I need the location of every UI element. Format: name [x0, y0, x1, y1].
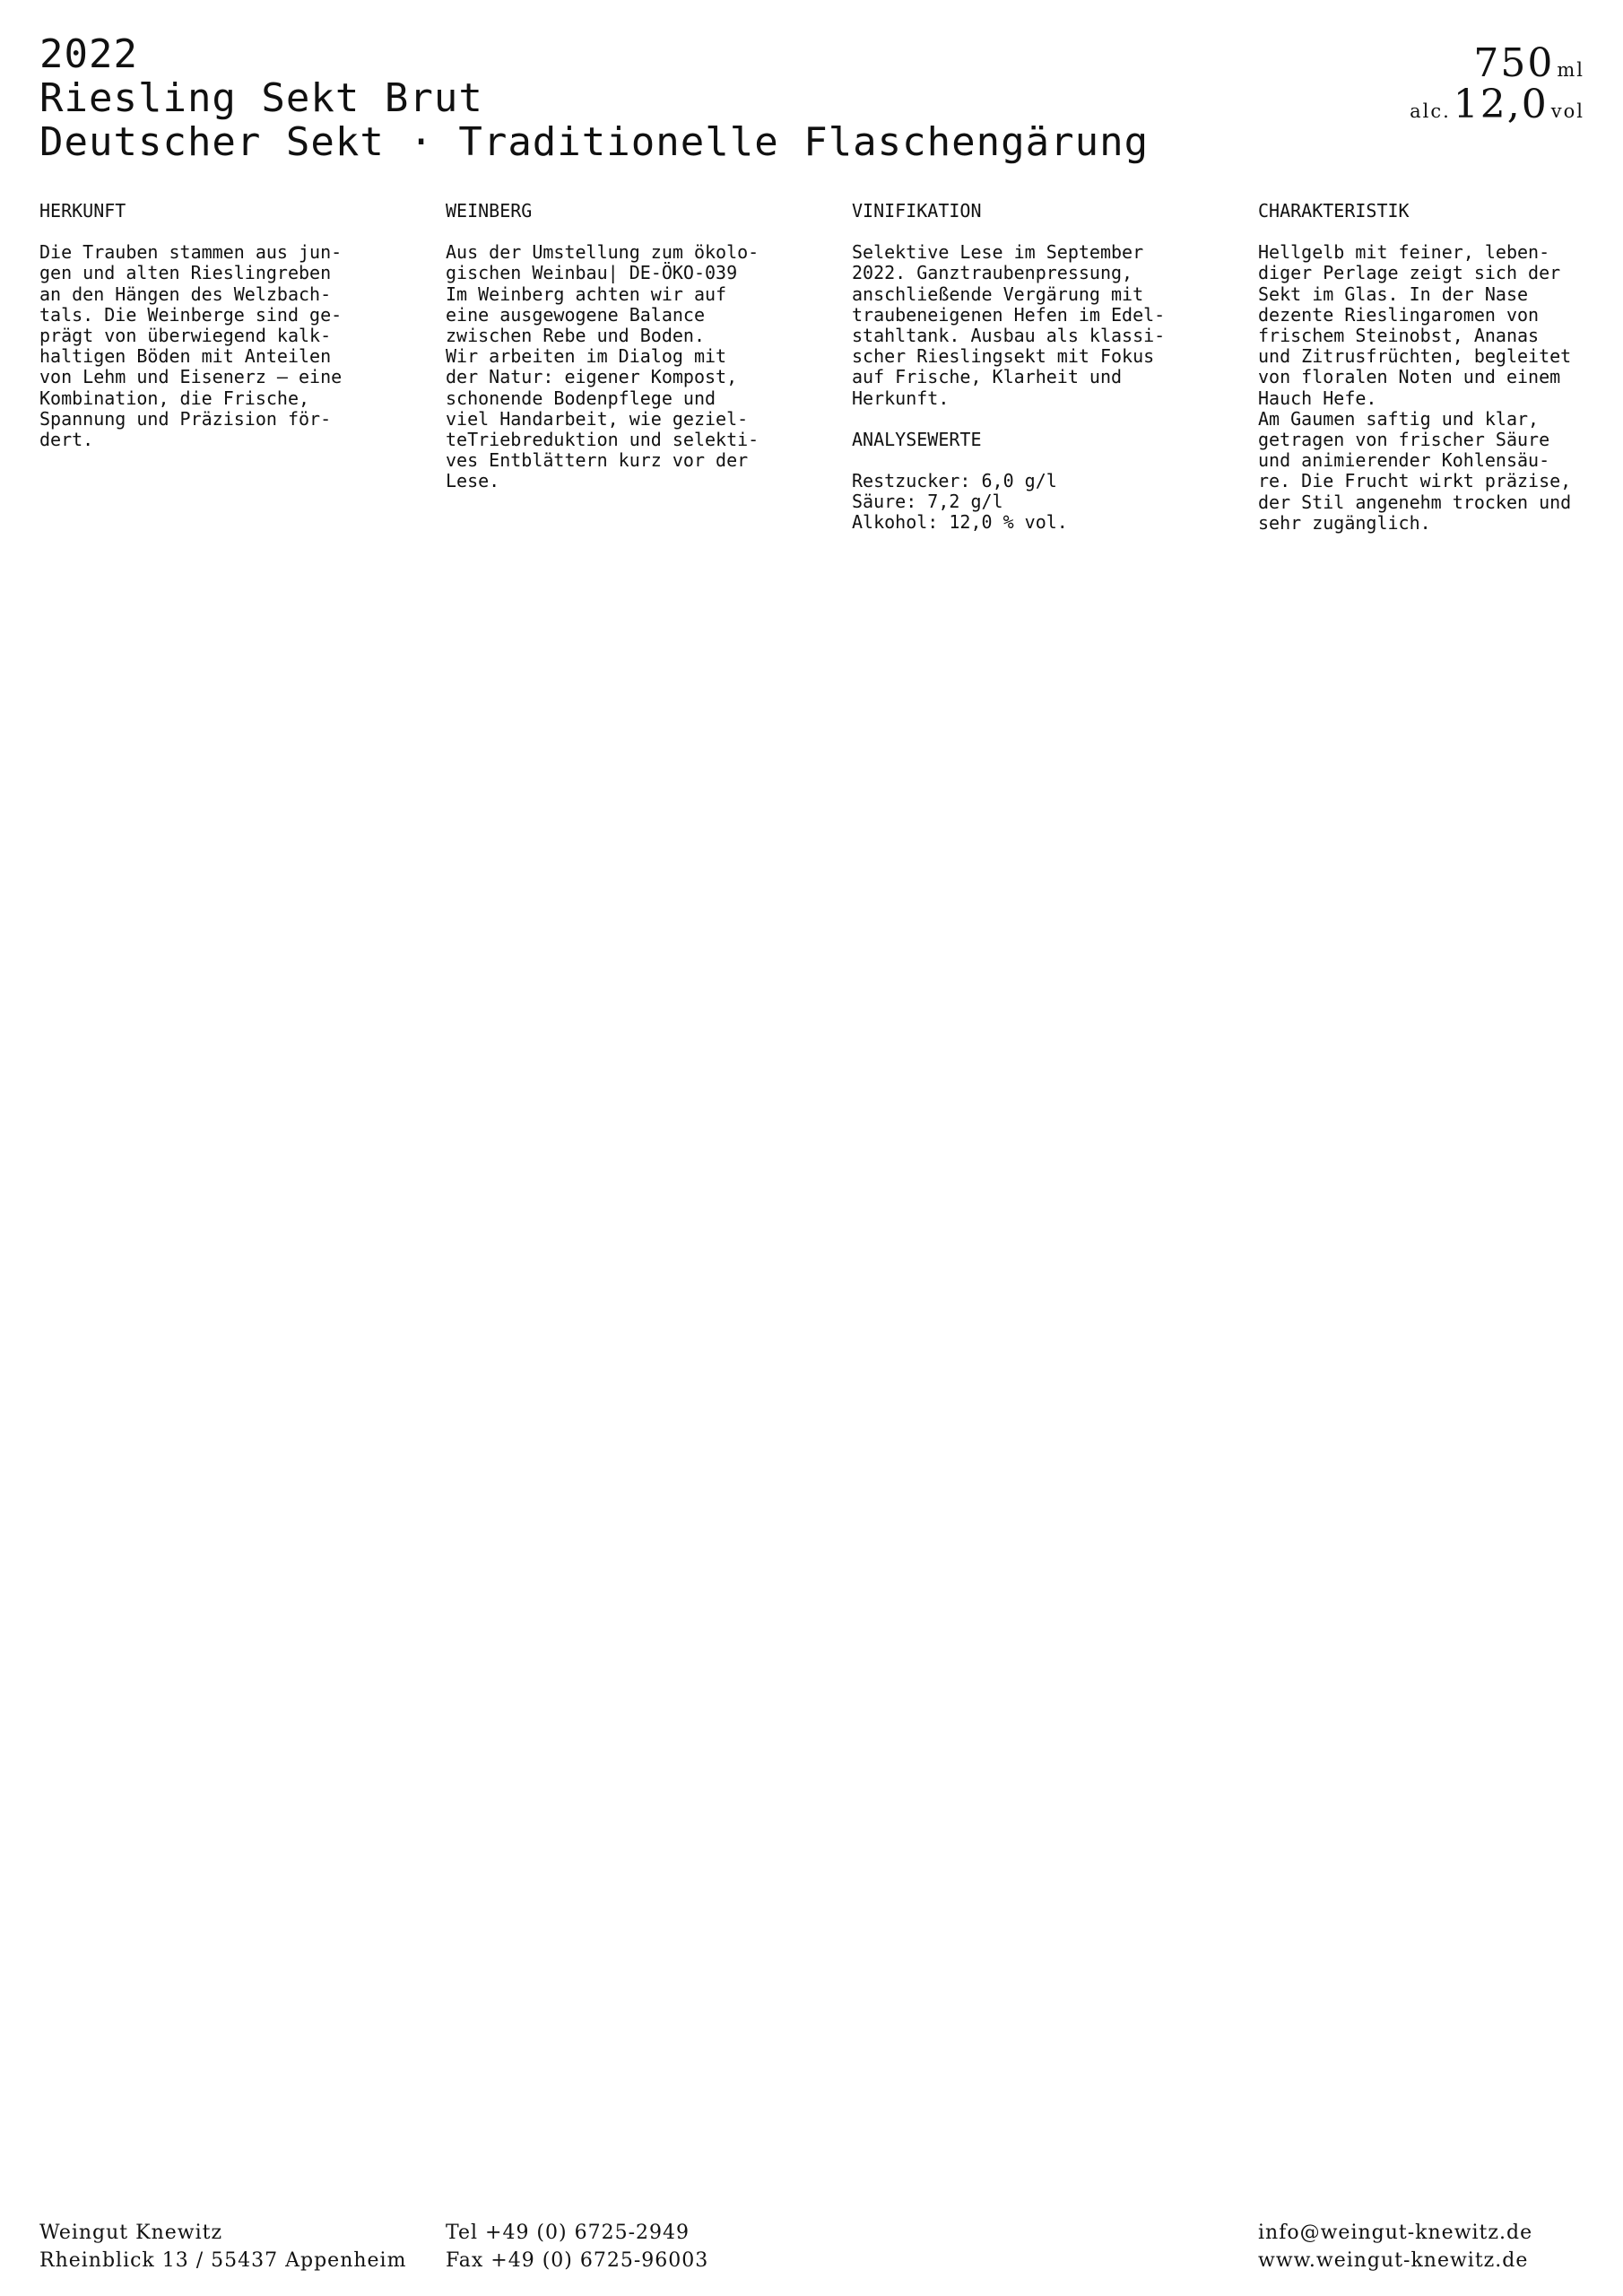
volume-spec	[1410, 40, 1584, 86]
alcohol-spec	[1410, 84, 1584, 126]
section-weinberg	[446, 201, 786, 492]
herkunft-text: Die Trauben stammen aus jun- gen und alten Rieslingreben an den Hängen des Welzbach- tals. Die Weinberge sind ge- prägt von überwiegend kalk- haltigen Böden mit Anteilen von Lehm und Eisenerz – eine Kombination, die Frische, Spannung und Präzision för- dert.	[39, 241, 343, 451]
analysis-acidity: Säure: 7,2 g/l	[852, 491, 1003, 513]
fax-number: Fax +49 (0) 6725-96003	[446, 2249, 709, 2272]
footer-online-block	[1258, 2219, 1532, 2274]
wine-category: Deutscher Sekt · Traditionelle Flaschengärung	[39, 119, 1150, 165]
bottle-specs	[1410, 40, 1584, 127]
footer-address-block	[39, 2219, 406, 2274]
herkunft-heading: HERKUNFT	[39, 200, 126, 222]
alcohol-value: 12,0	[1453, 82, 1549, 127]
alcohol-prefix: alc.	[1410, 100, 1451, 122]
analysewerte-list	[852, 471, 1193, 534]
analysis-residual-sugar: Restzucker: 6,0 g/l	[852, 470, 1057, 492]
vintage-year: 2022	[39, 31, 138, 77]
phone-number: Tel +49 (0) 6725-2949	[446, 2222, 690, 2244]
website-link[interactable]: www.weingut-knewitz.de	[1258, 2249, 1529, 2272]
vinifikation-heading: VINIFIKATION	[852, 200, 982, 222]
wine-name: Riesling Sekt Brut	[39, 75, 483, 121]
footer-contact-block	[446, 2219, 708, 2274]
volume-unit: ml	[1557, 59, 1584, 81]
section-herkunft	[39, 201, 380, 450]
winery-name: Weingut Knewitz	[39, 2222, 223, 2244]
vinifikation-text: Selektive Lese im September 2022. Ganztraubenpressung, anschließende Vergärung mit traubeneigenen Hefen im Edel- stahltank. Ausbau als klassi- scher Rieslingsekt mit Fokus auf Frische, Klarheit und Herkunft.	[852, 241, 1166, 409]
charakteristik-text: Hellgelb mit feiner, leben- diger Perlage zeigt sich der Sekt im Glas. In der Nase dezente Rieslingaromen von frischem Steinobst, Ananas und Zitrusfrüchten, begleitet von floralen Noten und einem Hauch Hefe. Am Gaumen saftig und klar, getragen von frischer Säure und animierender Kohlensäu- re. Die Frucht wirkt präzise, der Stil angenehm trocken und sehr zugänglich.	[1258, 241, 1572, 534]
charakteristik-heading: CHARAKTERISTIK	[1258, 200, 1410, 222]
section-vinifikation	[852, 201, 1193, 534]
weinberg-heading: WEINBERG	[446, 200, 533, 222]
analysewerte-heading: ANALYSEWERTE	[852, 428, 982, 450]
winery-address: Rheinblick 13 / 55437 Appenheim	[39, 2249, 407, 2272]
email-link[interactable]: info@weingut-knewitz.de	[1258, 2222, 1533, 2244]
volume-value: 750	[1473, 40, 1555, 86]
weinberg-text: Aus der Umstellung zum ökolo- gischen Weinbau| DE-ÖKO-039 Im Weinberg achten wir auf eine ausgewogene Balance zwischen Rebe und Boden. Wir arbeiten im Dialog mit der Natur: eigener Kompost, schonende Bodenpflege und viel Handarbeit, wie geziel- teTriebreduktion und selekti- ves Entblättern kurz vor der Lese.	[446, 241, 759, 492]
alcohol-unit: vol	[1550, 100, 1584, 122]
section-charakteristik	[1258, 201, 1599, 534]
analysis-alcohol: Alkohol: 12,0 % vol.	[852, 511, 1068, 534]
wine-title-block	[39, 32, 1149, 164]
